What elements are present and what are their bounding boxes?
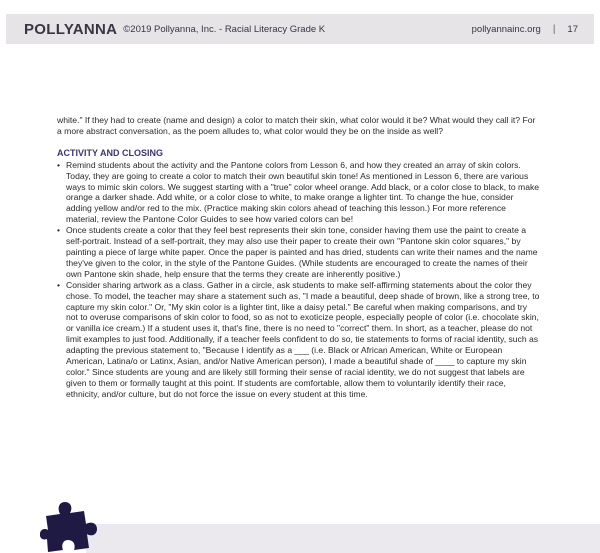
activity-bullet-list	[57, 160, 541, 400]
bullet-item	[57, 225, 541, 280]
bullet-item	[57, 160, 541, 225]
bullet-text: Consider sharing artwork as a class. Gather in a circle, ask students to make self-affirming statements about the color they chose. To model, the teacher may share a statement such as, "I made a beautiful, deep shade of brown, like a strong tree, to capture my skin color." Or, "My skin color is a lighter tint, like a daisy petal." Be careful when making comparisons, and try not to overuse comparisons of skin color to food, so as not to exoticize people, especially people of color (i.e. chocolate skin, or vanilla ice cream.) If a student uses it, that's fine, there is no need to "correct" them. In short, as a teacher, please do not limit examples to just food. Additionally, if a teacher feels confident to do so, tie statements to forms of racial identity, such as adapting the previous statement to, "Because I identify as a ___ (i.e. Black or African American, White or European American, Latina/o or Latinx, Asian, and/or Native American person), I made a beautiful shade of ____ to capture my skin color." Since students are young and are likely still forming their sense of racial identity, we do not suggest that labels are given to them or formally taught at this point. If students are comfortable, allow them to voluntarily identify their race, ethnicity, and/or culture, but do not force the issue on every student at this time.	[66, 279, 540, 399]
puzzle-piece-icon	[40, 494, 104, 553]
section-title: ACTIVITY AND CLOSING	[57, 147, 164, 158]
intro-paragraph: white." If they had to create (name and design) a color to match their skin, what color would it be? What would they call it? For a more abstract conversation, as the poem alludes to, what color would they be on the inside as well?	[57, 115, 536, 136]
bullet-text: Remind students about the activity and the Pantone colors from Lesson 6, and how they created an array of skin colors. Today, they are going to create a color to match their own beautiful skin tone! As mentioned in Lesson 6, there are various ways to mimic skin colors. We suggest starting with a "true" color wheel orange. Add black, or a color close to black, to make orange a darker shade. Add white, or a color close to white, to make orange a lighter tint. To change the hue, consider adding yellow and/or red to the mix. (Practice making skin colors ahead of teaching this lesson.) For more reference material, review the Pantone Color Guides to see how varied colors can be!	[66, 159, 540, 225]
bullet-icon: •	[57, 279, 61, 290]
puzzle-piece-shape	[40, 502, 97, 552]
header-subtitle: ©2019 Pollyanna, Inc. - Racial Literacy Grade K	[123, 23, 326, 35]
bullet-icon: •	[57, 159, 61, 170]
brand-logo-text: POLLYANNA	[24, 20, 118, 38]
bullet-icon: •	[57, 225, 61, 236]
page-number: 17	[567, 23, 578, 35]
header-website: pollyannainc.org	[471, 23, 541, 35]
footer-band	[86, 524, 600, 553]
header-separator: |	[552, 23, 556, 35]
page-header	[6, 14, 594, 44]
bullet-text: Once students create a color that they feel best represents their skin tone, consider having them use the paint to create a self-portrait. Instead of a self-portrait, they may also use their paper to create their own "Pantone skin color squares," by painting a piece of large white paper. Once the paper is painted and has dried, students can write their names and the name they've given to the color, in the style of the Pantone Guides. (While students are encouraged to create the names of their own Pantone skin shade, help ensure that the terms they create are inherently positive.)	[66, 225, 538, 279]
bullet-item	[57, 280, 541, 400]
page-content	[57, 115, 541, 400]
